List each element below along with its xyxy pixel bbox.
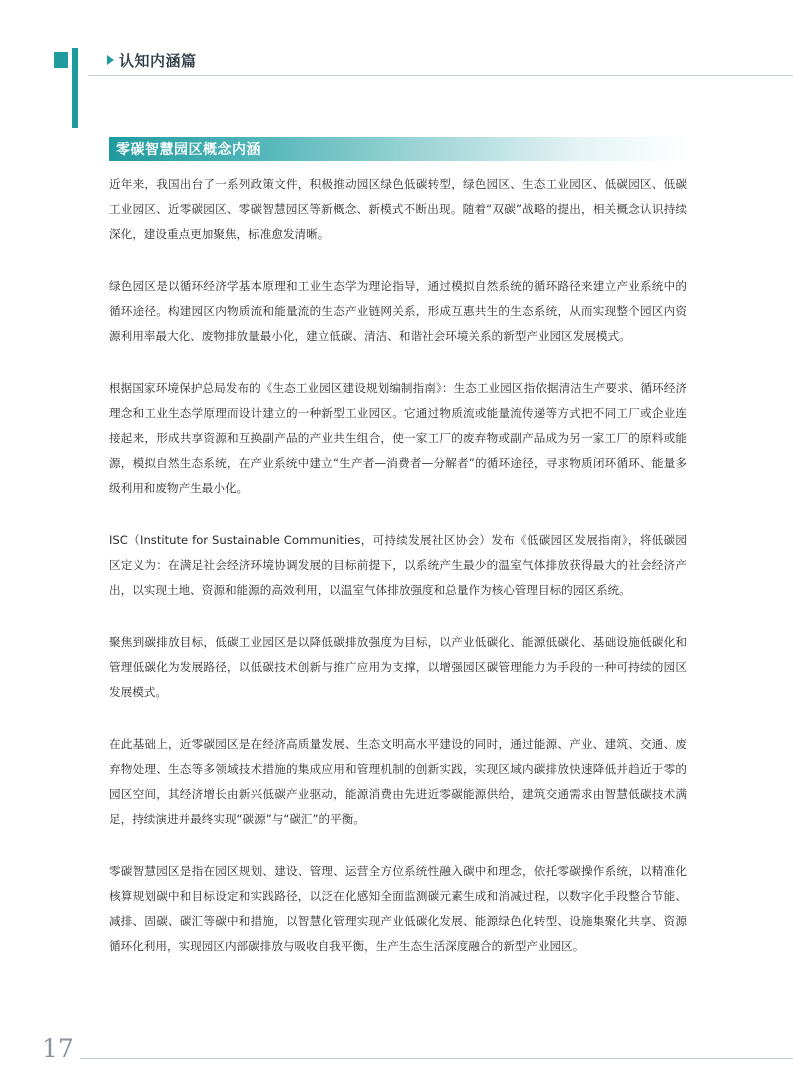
paragraph: 在此基础上，近零碳园区是在经济高质量发展、生态文明高水平建设的同时，通过能源、产业、建筑、交通、废弃物处理、生态等多领域技术措施的集成应用和管理机制的创新实践，实现区域内碳排放快速降低并趋近于零的园区空间，其经济增长由新兴低碳产业驱动，能源消费由先进近零碳能源供给，建筑交通需求由智慧低碳技术满足，持续演进并最终实现“碳源”与“碳汇”的平衡。: [109, 737, 687, 826]
chapter-title: 认知内涵篇: [119, 51, 197, 70]
body-text: [109, 172, 687, 986]
section-banner: [109, 137, 689, 161]
page-number: 17: [42, 1034, 74, 1063]
paragraph: 根据国家环境保护总局发布的《生态工业园区建设规划编制指南》：生态工业园区指依据清洁生产要求、循环经济理念和工业生态学原理而设计建立的一种新型工业园区。它通过物质流或能量流传递等方式把不同工厂或企业连接起来，形成共享资源和互换副产品的产业共生组合，使一家工厂的废弃物或副产品成为另一家工厂的原料或能源，模拟自然生态系统，在产业系统中建立“生产者—消费者—分解者”的循环途径，寻求物质闭环循环、能量多级利用和废物产生最小化。: [109, 381, 687, 495]
paragraph: 零碳智慧园区是指在园区规划、建设、管理、运营全方位系统性融入碳中和理念，依托零碳操作系统，以精准化核算规划碳中和目标设定和实践路径，以泛在化感知全面监测碳元素生成和消减过程，以数字化手段整合节能、减排、固碳、碳汇等碳中和措施，以智慧化管理实现产业低碳化发展、能源绿色化转型、设施集聚化共享、资源循环化利用，实现园区内部碳排放与吸收自我平衡，生产生态生活深度融合的新型产业园区。: [109, 864, 687, 953]
chapter-header: [107, 50, 197, 70]
section-title: 零碳智慧园区概念内涵: [116, 142, 261, 158]
header-decoration-square: [54, 52, 68, 68]
paragraph: ISC（Institute for Sustainable Communities，可持续发展社区协会）发布《低碳园区发展指南》，将低碳园区定义为：在满足社会经济环境协调发展的目标前提下，以系统产生最少的温室气体排放获得最大的社会经济产出，以实现土地、资源和能源的高效利用，以温室气体排放强度和总量作为核心管理目标的园区系统。: [109, 533, 687, 597]
header-divider: [88, 75, 793, 76]
header-decoration-bar: [72, 48, 78, 128]
triangle-right-icon: [107, 55, 114, 65]
paragraph: 近年来，我国出台了一系列政策文件，积极推动园区绿色低碳转型，绿色园区、生态工业园区、低碳园区、低碳工业园区、近零碳园区、零碳智慧园区等新概念、新模式不断出现。随着“双碳”战略的提出，相关概念认识持续深化，建设重点更加聚焦，标准愈发清晰。: [109, 177, 687, 241]
paragraph: 聚焦到碳排放目标，低碳工业园区是以降低碳排放强度为目标，以产业低碳化、能源低碳化、基础设施低碳化和管理低碳化为发展路径，以低碳技术创新与推广应用为支撑，以增强园区碳管理能力为手段的一种可持续的园区发展模式。: [109, 635, 687, 699]
paragraph: 绿色园区是以循环经济学基本原理和工业生态学为理论指导，通过模拟自然系统的循环路径来建立产业系统中的循环途径。构建园区内物质流和能量流的生态产业链网关系，形成互惠共生的生态系统，从而实现整个园区内资源利用率最大化、废物排放量最小化，建立低碳、清洁、和谐社会环境关系的新型产业园区发展模式。: [109, 279, 687, 343]
footer-divider: [80, 1058, 793, 1059]
